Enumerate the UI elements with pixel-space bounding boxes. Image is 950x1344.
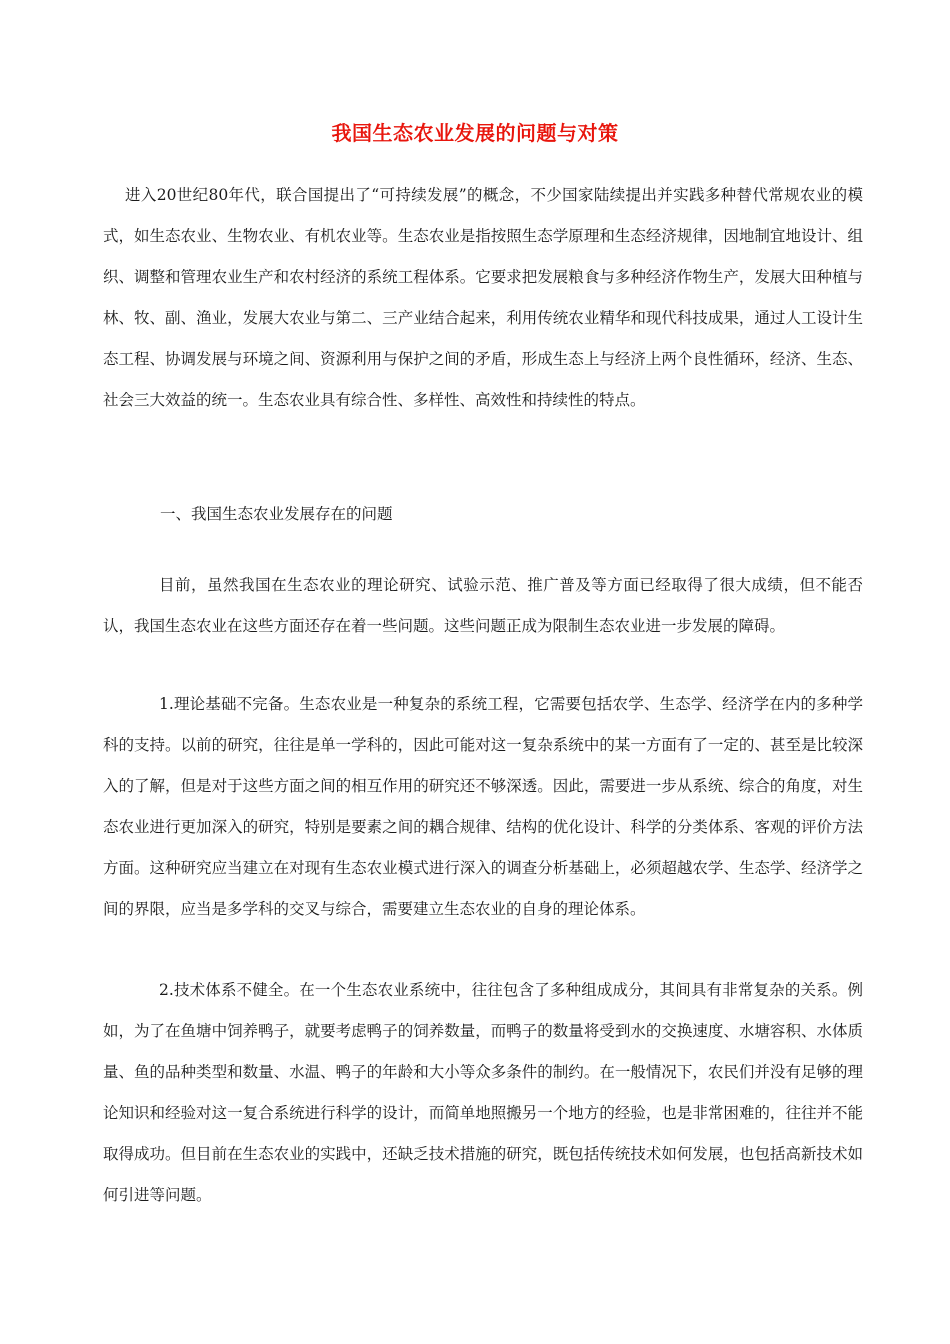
problem-overview-paragraph: 目前，虽然我国在生态农业的理论研究、试验示范、推广普及等方面已经取得了很大成绩，但不能否认，我国生态农业在这些方面还存在着一些问题。这些问题正成为限制生态农业进一步发展的障碍。 — [103, 576, 863, 635]
intro-paragraph: 进入20世纪80年代，联合国提出了“可持续发展”的概念，不少国家陆续提出并实践多种替代常规农业的模式，如生态农业、生物农业、有机农业等。生态农业是指按照生态学原理和生态经济规律，因地制宜地设计、组织、调整和管理农业生产和农村经济的系统工程体系。它要求把发展粮食与多种经济作物生产，发展大田种植与林、牧、副、渔业，发展大农业与第二、三产业结合起来，利用传统农业精华和现代科技成果，通过人工设计生态工程、协调发展与环境之间、资源利用与保护之间的矛盾，形成生态上与经济上两个良性循环，经济、生态、社会三大效益的统一。生态农业具有综合性、多样性、高效性和持续性的特点。 — [103, 186, 863, 409]
theory-basis-paragraph: 1.理论基础不完备。生态农业是一种复杂的系统工程，它需要包括农学、生态学、经济学在内的多种学科的支持。以前的研究，往往是单一学科的，因此可能对这一复杂系统中的某一方面有了一定的、甚至是比较深入的了解，但是对于这些方面之间的相互作用的研究还不够深透。因此，需要进一步从系统、综合的角度，对生态农业进行更加深入的研究，特别是要素之间的耦合规律、结构的优化设计、科学的分类体系、客观的评价方法方面。这种研究应当建立在对现有生态农业模式进行深入的调查分析基础上，必须超越农学、生态学、经济学之间的界限，应当是多学科的交叉与综合，需要建立生态农业的自身的理论体系。 — [103, 695, 863, 918]
technical-system-paragraph: 2.技术体系不健全。在一个生态农业系统中，往往包含了多种组成成分，其间具有非常复杂的关系。例如，为了在鱼塘中饲养鸭子，就要考虑鸭子的饲养数量，而鸭子的数量将受到水的交换速度、水塘容积、水体质量、鱼的品种类型和数量、水温、鸭子的年龄和大小等众多条件的制约。在一般情况下，农民们并没有足够的理论知识和经验对这一复合系统进行科学的设计，而简单地照搬另一个地方的经验，也是非常困难的，往往并不能取得成功。但目前在生态农业的实践中，还缺乏技术措施的研究，既包括传统技术如何发展，也包括高新技术如何引进等问题。 — [103, 981, 863, 1204]
section-heading: 一、我国生态农业发展存在的问题 — [160, 505, 393, 523]
document-title: 我国生态农业发展的问题与对策 — [331, 121, 619, 145]
